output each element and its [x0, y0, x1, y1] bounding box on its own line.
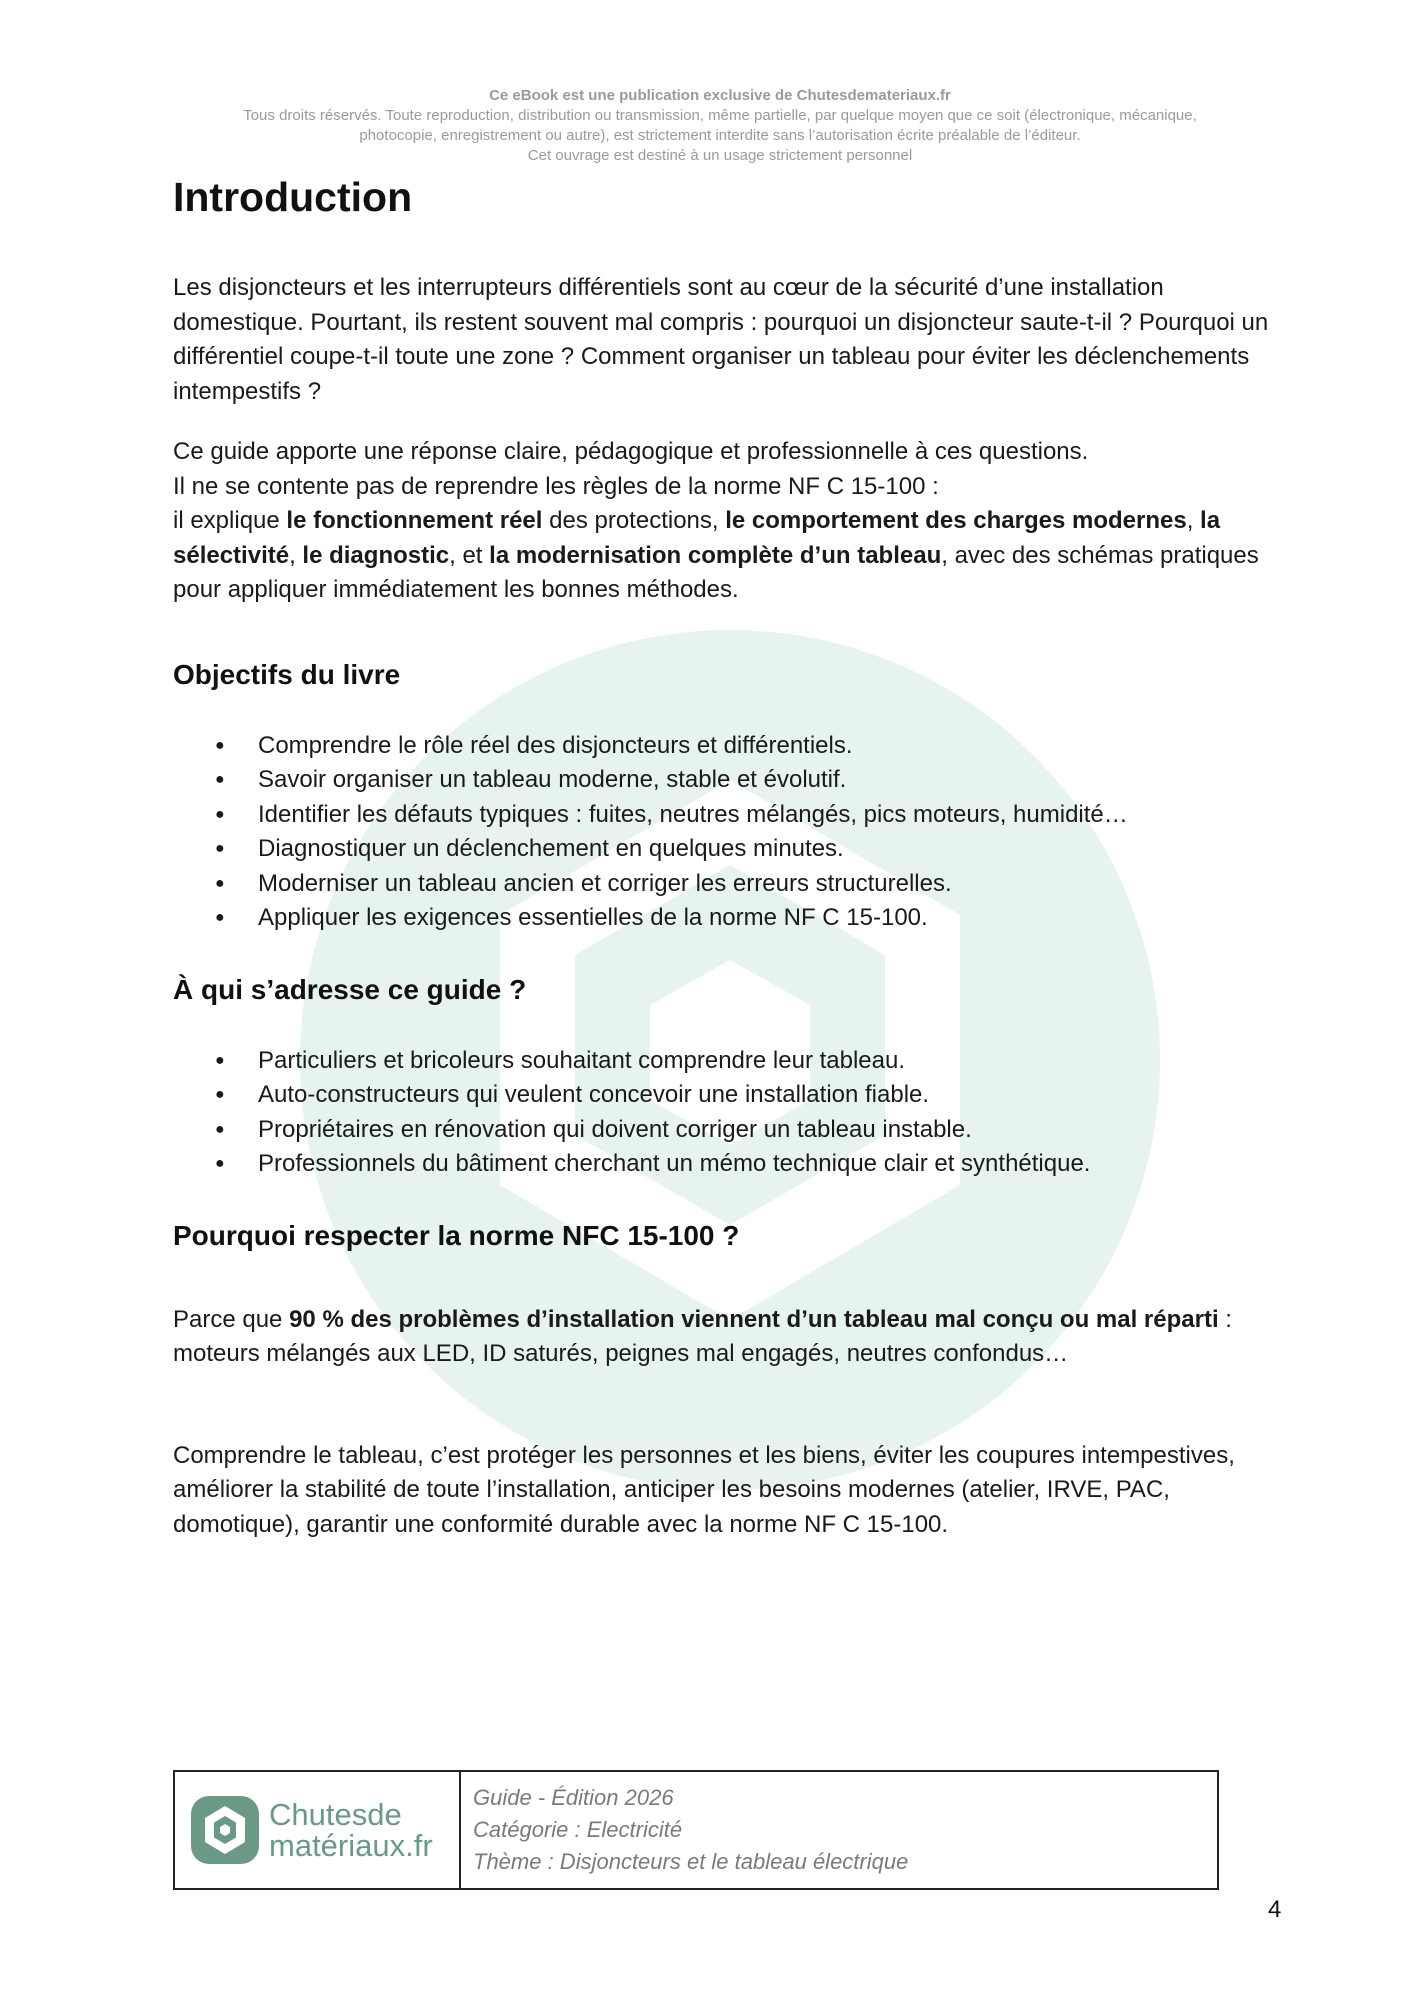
brand-logo-line-1: Chutesde: [269, 1797, 402, 1832]
list-item: ● Moderniser un tableau ancien et corriger les erreurs structurelles.: [173, 867, 1283, 902]
list-item: ● Appliquer les exigences essentielles de la norme NF C 15-100.: [173, 901, 1283, 936]
objectifs-heading: Objectifs du livre: [173, 658, 401, 690]
guide-bold: le fonctionnement réel: [286, 507, 543, 534]
copyright-header: [150, 86, 1290, 166]
header-rights-line: Tous droits réservés. Toute reproduction, distribution ou transmission, même partielle, par quelque moyen que ce soit (électronique, mécanique,: [243, 107, 1197, 124]
header-publication-line: Ce eBook est une publication exclusive de Chutesdemateriaux.fr: [489, 87, 951, 104]
footer-box: [173, 1770, 1219, 1890]
page-title: Introduction: [173, 174, 413, 220]
pourquoi-heading: Pourquoi respecter la norme NFC 15-100 ?: [173, 1219, 740, 1251]
brand-logo-line-2: matériaux.fr: [269, 1828, 433, 1863]
header-usage-line: Cet ouvrage est destiné à un usage strictement personnel: [527, 147, 913, 164]
parce-text: : moteurs mélangés aux LED, ID saturés, peignes mal engagés, neutres confondus…: [173, 1305, 1232, 1367]
parce-bold: 90 % des problèmes d’installation viennent d’un tableau mal conçu ou mal réparti: [289, 1305, 1219, 1333]
guide-line-2: Il ne se contente pas de reprendre les règles de la norme NF C 15-100 :: [173, 472, 939, 500]
parce-paragraph: [173, 1303, 1283, 1372]
page-content: [173, 164, 1283, 1542]
parce-text: Parce que: [173, 1305, 290, 1333]
list-item: ● Diagnostiquer un déclenchement en quelques minutes.: [173, 832, 1283, 867]
guide-bold: le comportement des charges modernes: [725, 507, 1187, 534]
list-item: ● Identifier les défauts typiques : fuites, neutres mélangés, pics moteurs, humidité…: [173, 798, 1283, 833]
brand-logo-text: [269, 1799, 433, 1861]
guide-bold: la sélectivité: [173, 507, 1221, 569]
brand-logo: [175, 1772, 461, 1888]
footer-categorie: Catégorie : Electricité: [473, 1817, 683, 1842]
guide-text: des protections,: [542, 507, 726, 534]
guide-line-1: Ce guide apporte une réponse claire, pédagogique et professionnelle à ces questions.: [173, 438, 1089, 465]
comprendre-paragraph: Comprendre le tableau, c’est protéger les personnes et les biens, éviter les coupures intempestives, améliorer la stabilité de toute l’installation, anticiper les besoins modernes (atelier, IRVE, PAC, domotique), garantir une conformité durable avec la norme NF C 15-100.: [173, 1441, 1235, 1538]
audience-heading: À qui s’adresse ce guide ?: [173, 973, 527, 1005]
list-item: ● Propriétaires en rénovation qui doivent corriger un tableau instable.: [173, 1113, 1283, 1148]
guide-bold: le diagnostic: [302, 541, 450, 569]
objectifs-list: [173, 729, 1283, 936]
guide-text: il explique: [173, 507, 287, 534]
list-item: ● Comprendre le rôle réel des disjoncteurs et différentiels.: [173, 729, 1283, 764]
intro-paragraph: Les disjoncteurs et les interrupteurs différentiels sont au cœur de la sécurité d’une installation domestique. Pourtant, ils restent souvent mal compris : pourquoi un disjoncteur saute-t-il ? Pourquoi un différentiel coupe-t-il toute une zone ? Comment organiser un tableau pour éviter les déclenchements intempestifs ?: [173, 274, 1269, 405]
guide-text: ,: [1186, 507, 1201, 534]
audience-list: [173, 1044, 1283, 1182]
header-rights-line-2: photocopie, enregistrement ou autre), est strictement interdite sans l’autorisation écrite préalable de l’éditeur.: [359, 127, 1081, 144]
list-item: ● Particuliers et bricoleurs souhaitant comprendre leur tableau.: [173, 1044, 1283, 1079]
guide-text: , avec des schémas pratiques pour appliquer immédiatement les bonnes méthodes.: [173, 541, 1259, 603]
footer-theme: Thème : Disjoncteurs et le tableau électrique: [473, 1849, 909, 1874]
list-item: ● Professionnels du bâtiment cherchant un mémo technique clair et synthétique.: [173, 1147, 1283, 1182]
list-item: ● Auto-constructeurs qui veulent concevoir une installation fiable.: [173, 1078, 1283, 1113]
footer-edition: Guide - Édition 2026: [473, 1785, 674, 1810]
footer-info: [461, 1772, 908, 1888]
brand-logo-icon: [189, 1794, 261, 1866]
page-number: 4: [1268, 1896, 1282, 1923]
list-item: ● Savoir organiser un tableau moderne, stable et évolutif.: [173, 763, 1283, 798]
guide-text: ,: [289, 541, 303, 569]
guide-paragraph: [173, 435, 1283, 608]
guide-text: , et: [449, 541, 490, 569]
guide-bold: la modernisation complète d’un tableau: [489, 541, 942, 569]
